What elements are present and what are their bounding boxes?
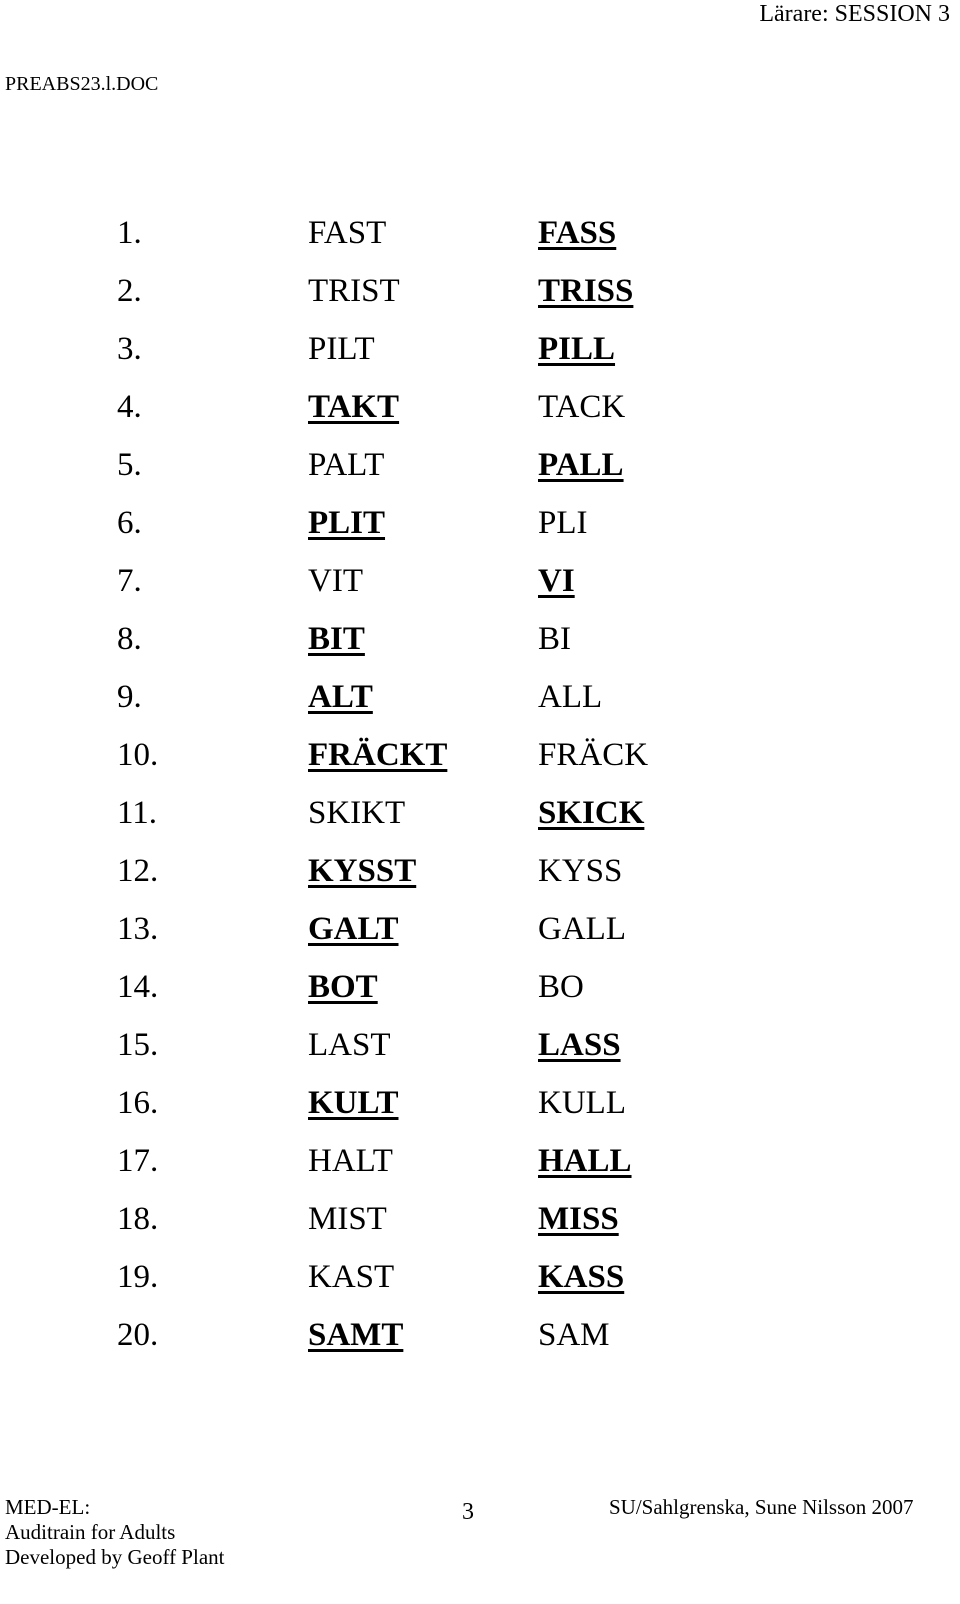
item-number: 15.: [117, 1027, 159, 1063]
word-pair-row: [117, 910, 817, 968]
item-number: 9.: [117, 679, 142, 715]
word-b: VI: [538, 563, 575, 599]
item-number: 5.: [117, 447, 142, 483]
item-number: 4.: [117, 389, 142, 425]
word-a: PLIT: [308, 505, 386, 541]
word-pair-row: [117, 736, 817, 794]
item-number: 20.: [117, 1317, 159, 1353]
item-number: 10.: [117, 737, 159, 773]
word-a: TRIST: [308, 273, 400, 309]
word-b: KYSS: [538, 853, 623, 889]
word-a: KULT: [308, 1085, 399, 1121]
item-number: 19.: [117, 1259, 159, 1295]
word-a: GALT: [308, 911, 399, 947]
word-pair-row: [117, 678, 817, 736]
footer-credit-line: Developed by Geoff Plant: [5, 1545, 225, 1569]
item-number: 2.: [117, 273, 142, 309]
word-b: GALL: [538, 911, 626, 947]
page-number: 3: [462, 1499, 474, 1525]
item-number: 7.: [117, 563, 142, 599]
word-b: ALL: [538, 679, 603, 715]
word-a: VIT: [308, 563, 363, 599]
word-b: TRISS: [538, 273, 634, 309]
word-pair-row: [117, 1026, 817, 1084]
word-a: BIT: [308, 621, 365, 657]
word-pair-row: [117, 272, 817, 330]
word-b: TACK: [538, 389, 626, 425]
word-a: LAST: [308, 1027, 391, 1063]
word-pair-row: [117, 562, 817, 620]
word-pair-row: [117, 1084, 817, 1142]
word-b: MISS: [538, 1201, 619, 1237]
word-pair-row: [117, 446, 817, 504]
word-b: PILL: [538, 331, 616, 367]
word-b: FRÄCK: [538, 737, 649, 773]
session-title: Lärare: SESSION 3: [759, 1, 950, 27]
word-b: PALL: [538, 447, 624, 483]
word-b: FASS: [538, 215, 617, 251]
word-b: LASS: [538, 1027, 621, 1063]
word-b: HALL: [538, 1143, 632, 1179]
word-pair-row: [117, 620, 817, 678]
footer-credit-line: Auditrain for Adults: [5, 1520, 176, 1544]
item-number: 3.: [117, 331, 142, 367]
word-b: BI: [538, 621, 571, 657]
word-a: FAST: [308, 215, 387, 251]
word-pair-row: [117, 388, 817, 446]
word-b: KULL: [538, 1085, 626, 1121]
word-a: ALT: [308, 679, 373, 715]
footer-credits: [5, 1495, 224, 1570]
word-pair-row: [117, 794, 817, 852]
word-a: FRÄCKT: [308, 737, 448, 773]
item-number: 16.: [117, 1085, 159, 1121]
item-number: 8.: [117, 621, 142, 657]
word-a: BOT: [308, 969, 378, 1005]
word-a: MIST: [308, 1201, 387, 1237]
word-pair-row: [117, 1258, 817, 1316]
word-a: TAKT: [308, 389, 400, 425]
footer-copyright: SU/Sahlgrenska, Sune Nilsson 2007: [609, 1495, 914, 1519]
word-pair-row: [117, 330, 817, 388]
item-number: 11.: [117, 795, 158, 831]
item-number: 12.: [117, 853, 159, 889]
word-a: HALT: [308, 1143, 393, 1179]
word-b: PLI: [538, 505, 588, 541]
word-pair-row: [117, 504, 817, 562]
word-pair-row: [117, 1316, 817, 1374]
word-pair-row: [117, 1142, 817, 1200]
word-b: KASS: [538, 1259, 625, 1295]
word-a: PILT: [308, 331, 375, 367]
document-id: PREABS23.l.DOC: [5, 73, 159, 95]
word-pair-row: [117, 968, 817, 1026]
word-b: BO: [538, 969, 584, 1005]
item-number: 18.: [117, 1201, 159, 1237]
word-pair-row: [117, 1200, 817, 1258]
item-number: 13.: [117, 911, 159, 947]
word-a: SAMT: [308, 1317, 404, 1353]
item-number: 6.: [117, 505, 142, 541]
item-number: 1.: [117, 215, 142, 251]
word-pair-row: [117, 214, 817, 272]
item-number: 14.: [117, 969, 159, 1005]
footer-credit-line: MED-EL:: [5, 1495, 91, 1519]
word-pair-list: [117, 214, 817, 1374]
word-a: KYSST: [308, 853, 417, 889]
word-pair-row: [117, 852, 817, 910]
word-b: SAM: [538, 1317, 610, 1353]
word-a: SKIKT: [308, 795, 406, 831]
word-a: PALT: [308, 447, 385, 483]
item-number: 17.: [117, 1143, 159, 1179]
word-b: SKICK: [538, 795, 645, 831]
word-a: KAST: [308, 1259, 395, 1295]
